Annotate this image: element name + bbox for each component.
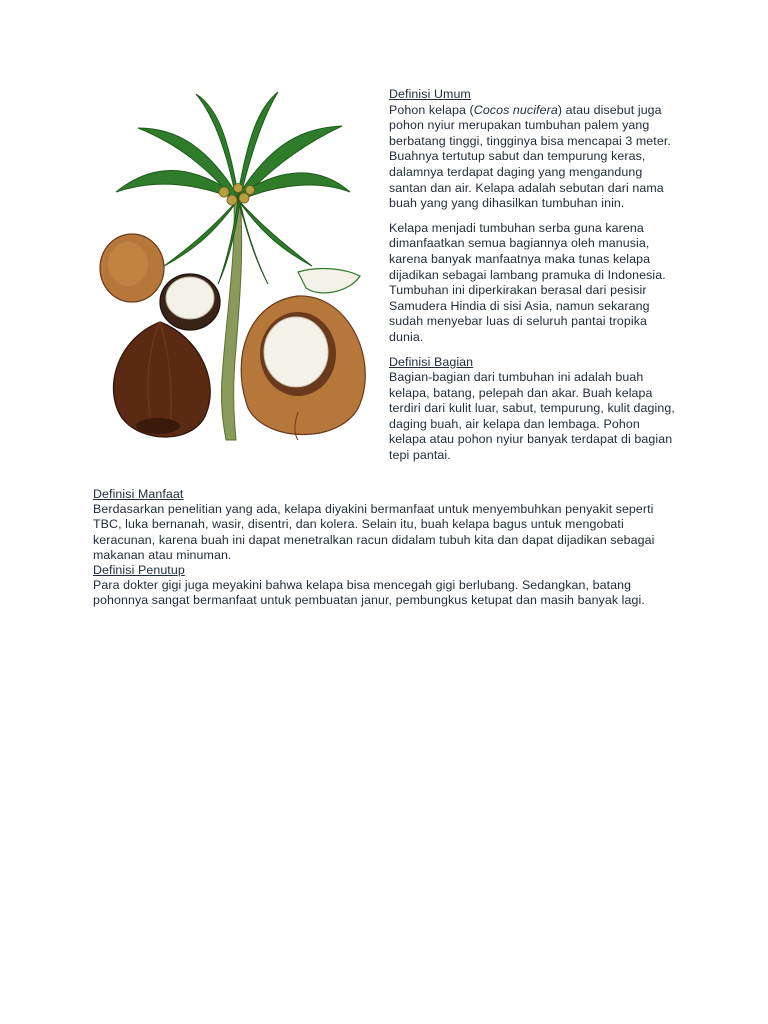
umum-paragraph-2: Kelapa menjadi tumbuhan serba guna karena dimanfaatkan semua bagiannya oleh manusia, karena banyak manfaatnya maka tunas kelapa dijadikan sebagai lambang pramuka di Indonesia. Tumbuhan ini diperkirakan berasal dari pesisir Samudera Hindia di sisi Asia, namun sekarang sudah menyebar luas di seluruh pantai tropika dunia. (389, 220, 666, 344)
coconut-palm-illustration (98, 88, 370, 448)
umum-text-before: Pohon kelapa ( (389, 102, 474, 117)
penutup-text: Para dokter gigi juga meyakini bahwa kelapa bisa mencegah gigi berlubang. Sedangkan, batang pohonnya sangat bermanfaat untuk pembuatan janur, pembungkus ketupat dan masih banyak lagi. (93, 578, 645, 608)
manfaat-text: Berdasarkan penelitian yang ada, kelapa diyakini bermanfaat untuk menyembuhkan penyakit seperti TBC, luka bernanah, wasir, disentri, dan kolera. Selain itu, buah kelapa bagus untuk mengobati keracunan, karena buah ini dapat menetralkan racun didalam tubuh kita dan dapat dijadikan sebagai makanan atau minuman. (93, 502, 655, 562)
meat-slice (298, 269, 360, 293)
heading-definisi-bagian: Definisi Bagian (389, 354, 474, 369)
latin-name: Cocos nucifera (473, 102, 558, 117)
umum-text-after: ) atau disebut juga pohon nyiur merupakan tumbuhan palem yang berbatang tinggi, tingginya bisa mencapai 3 meter. Buahnya tertutup sabut dan tempurung keras, dalamnya terdapat daging yang mengandung santan dan air. Kelapa adalah sebutan dari nama buah yang yang dihasilkan tumbuhan inin. (389, 102, 671, 211)
heading-definisi-penutup: Definisi Penutup (93, 563, 185, 578)
dark-coconut (113, 322, 210, 437)
bagian-text: Bagian-bagian dari tumbuhan ini adalah buah kelapa, batang, pelepah dan akar. Buah kelapa terdiri dari kulit luar, sabut, tempurung, kulit daging, daging buah, air kelapa dan lembaga. Pohon kelapa atau pohon nyiur banyak terdapat di bagian tepi pantai. (389, 370, 675, 463)
husk-nut-small (100, 234, 164, 302)
cut-coconut (241, 296, 365, 440)
heading-definisi-manfaat: Definisi Manfaat (93, 487, 184, 501)
full-width-text (93, 487, 683, 609)
heading-definisi-umum: Definisi Umum (389, 87, 471, 101)
right-column-text (389, 87, 679, 464)
opened-shell (160, 274, 220, 330)
